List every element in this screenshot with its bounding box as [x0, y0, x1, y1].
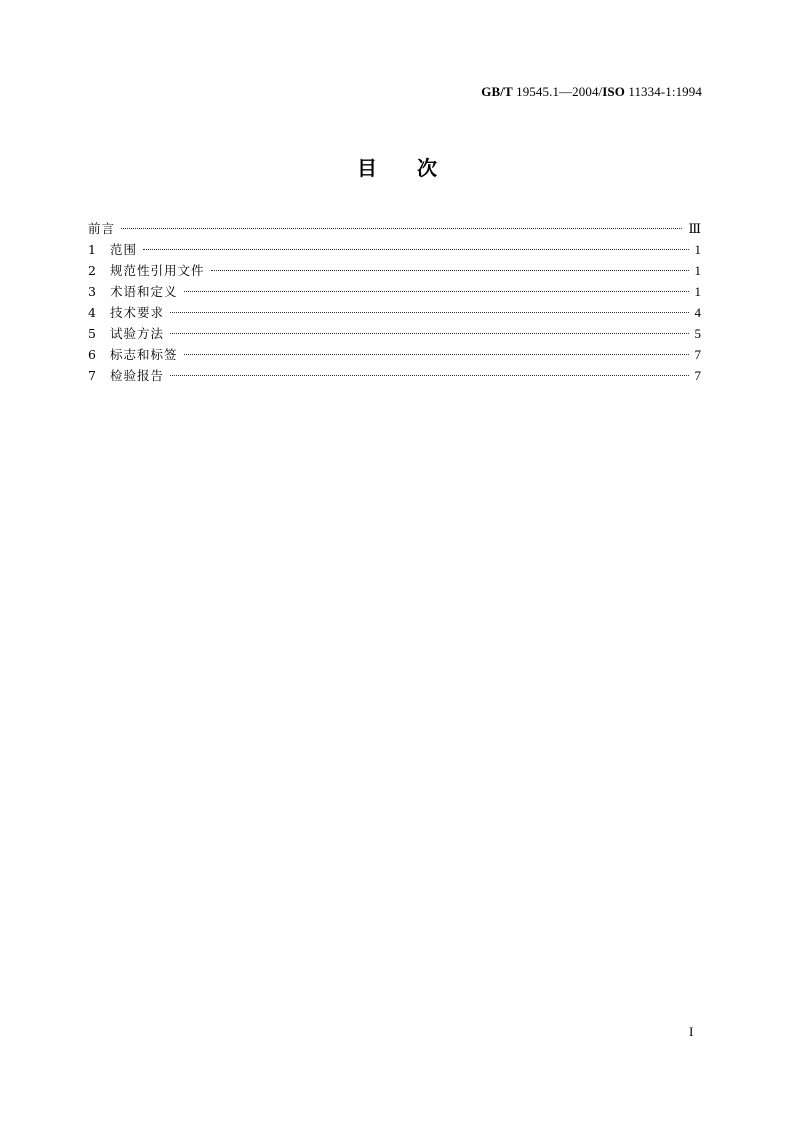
toc-entry-page: 7 — [694, 347, 701, 362]
page-number: I — [689, 1024, 694, 1039]
toc-entry-label: 试验方法 — [110, 326, 165, 341]
toc-leader-dots — [170, 333, 688, 334]
iso-prefix: ISO — [602, 84, 625, 99]
toc-entry-foreword[interactable] — [88, 218, 701, 239]
toc-entry-label: 范围 — [110, 242, 138, 257]
standard-number: 19545.1—2004/ — [516, 84, 603, 99]
toc-entry-label: 标志和标签 — [110, 347, 178, 362]
iso-number: 11334-1:1994 — [628, 84, 702, 99]
page-title: 目次 — [357, 156, 477, 180]
toc-entry-number: 2 — [88, 263, 96, 278]
toc-leader-dots — [184, 354, 689, 355]
toc-entry-page: 5 — [694, 326, 701, 341]
standard-prefix: GB/T — [481, 84, 513, 99]
toc-entry-5[interactable] — [88, 323, 701, 344]
toc-entry-page: 4 — [694, 305, 701, 320]
toc-entry-number: 4 — [88, 305, 96, 320]
standard-code — [481, 84, 702, 100]
toc-entry-number: 1 — [88, 242, 96, 257]
toc-entry-number: 7 — [88, 368, 96, 383]
toc-entry-page: Ⅲ — [688, 221, 701, 236]
toc-entry-label: 技术要求 — [110, 305, 165, 320]
toc-entry-number: 5 — [88, 326, 96, 341]
toc-entry-label: 规范性引用文件 — [110, 263, 205, 278]
toc-leader-dots — [121, 228, 682, 229]
toc-entry-page: 1 — [694, 263, 701, 278]
toc-entry-label: 检验报告 — [110, 368, 165, 383]
toc-entry-label: 前言 — [88, 221, 116, 236]
toc-leader-dots — [143, 249, 688, 250]
toc-entry-number: 3 — [88, 284, 96, 299]
toc-entry-2[interactable] — [88, 260, 701, 281]
toc-entry-3[interactable] — [88, 281, 701, 302]
toc-leader-dots — [170, 375, 688, 376]
toc-entry-page: 7 — [694, 368, 701, 383]
toc-entry-7[interactable] — [88, 365, 701, 386]
toc-entry-page: 1 — [694, 284, 701, 299]
toc-leader-dots — [170, 312, 688, 313]
toc-entry-6[interactable] — [88, 344, 701, 365]
toc-leader-dots — [211, 270, 689, 271]
toc-entry-4[interactable] — [88, 302, 701, 323]
table-of-contents — [88, 218, 701, 386]
toc-entry-1[interactable] — [88, 239, 701, 260]
toc-leader-dots — [184, 291, 689, 292]
toc-entry-page: 1 — [694, 242, 701, 257]
toc-entry-label: 术语和定义 — [110, 284, 178, 299]
toc-entry-number: 6 — [88, 347, 96, 362]
